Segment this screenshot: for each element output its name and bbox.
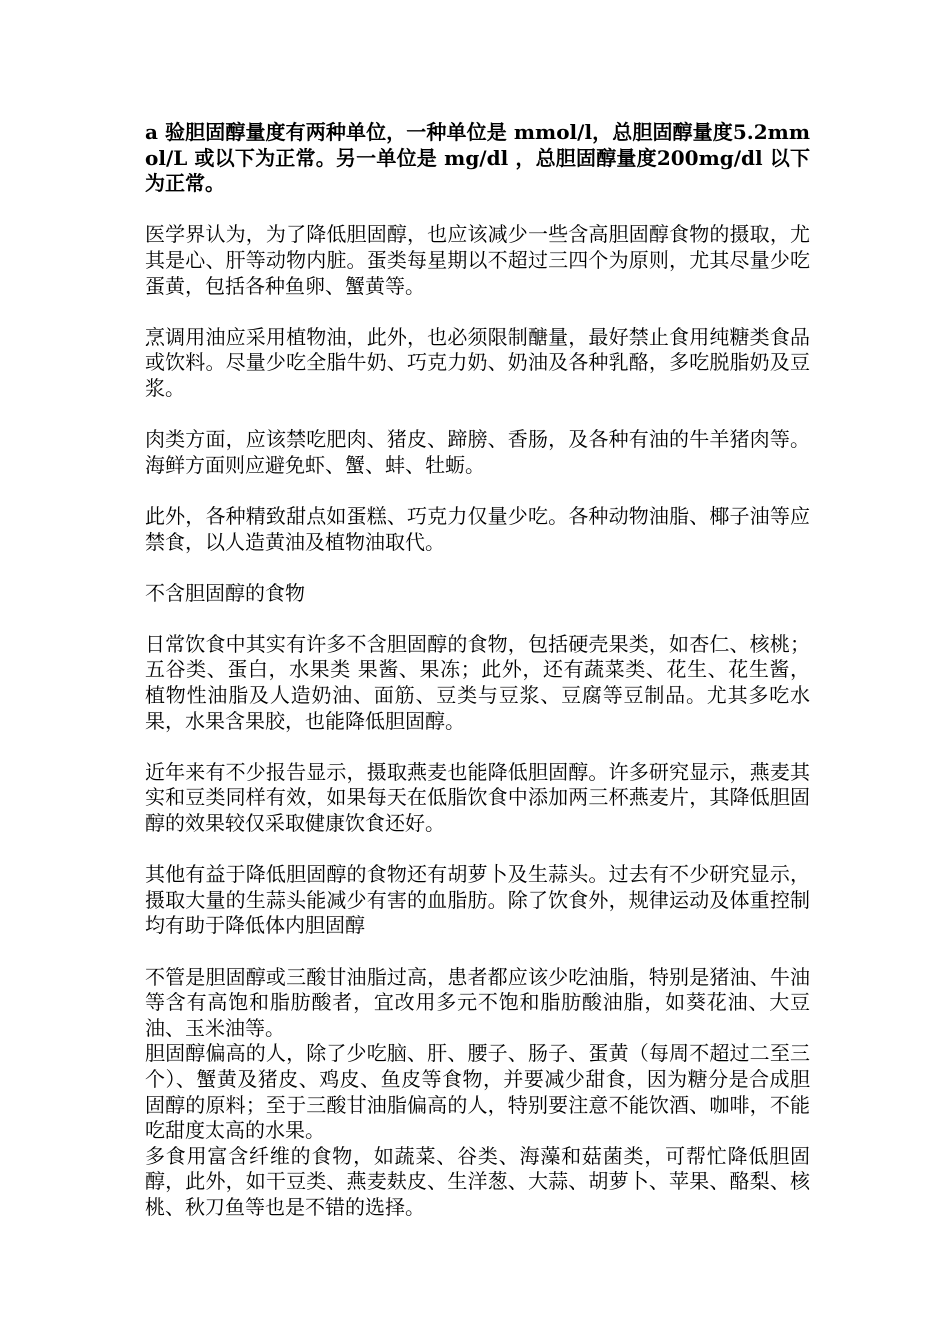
paragraph-spacer — [145, 555, 810, 581]
paragraph-oats: 近年来有不少报告显示，摄取燕麦也能降低胆固醇。许多研究显示，燕麦其实和豆类同样有效，如果每天在低脂饮食中添加两三杯燕麦片，其降低胆固醇的效果较仅采取健康饮食还好。 — [145, 759, 810, 836]
paragraph-cholesterol-units: a 验胆固醇量度有两种单位，一种单位是 mmol/l，总胆固醇量度5.2mmol/L 或以下为正常。另一单位是 mg/dl ，总胆固醇量度200mg/dl 以下为正常。 — [145, 120, 810, 196]
paragraph-desserts: 此外，各种精致甜点如蛋糕、巧克力仅量少吃。各种动物油脂、椰子油等应禁食，以人造黄油及植物油取代。 — [145, 503, 810, 554]
paragraph-spacer — [145, 837, 810, 863]
paragraph-spacer — [145, 734, 810, 760]
paragraph-spacer — [145, 606, 810, 632]
paragraph-reduce-intake: 医学界认为，为了降低胆固醇，也应该减少一些含高胆固醇食物的摄取，尤其是心、肝等动物内脏。蛋类每星期以不超过三四个为原则，尤其尽量少吃蛋黄，包括各种鱼卵、蟹黄等。 — [145, 222, 810, 298]
paragraph-spacer — [145, 478, 810, 504]
document-page — [145, 120, 810, 1221]
paragraph-spacer — [145, 939, 810, 965]
paragraph-cholesterol-free-foods: 日常饮食中其实有许多不含胆固醇的食物，包括硬壳果类，如杏仁、核桃；五谷类、蛋白，水果类 果酱、果冻；此外，还有蔬菜类、花生、花生酱，植物性油脂及人造奶油、面筋、豆类与豆浆、豆腐等豆制品。尤其多吃水果，水果含果胶，也能降低胆固醇。 — [145, 631, 810, 733]
section-heading: 不含胆固醇的食物 — [145, 580, 305, 605]
paragraph-spacer — [145, 197, 810, 223]
paragraph-carrot-garlic: 其他有益于降低胆固醇的食物还有胡萝卜及生蒜头。过去有不少研究显示，摄取大量的生蒜头能减少有害的血脂肪。除了饮食外，规律运动及体重控制均有助于降低体内胆固醇 — [145, 862, 810, 938]
paragraph-fiber: 多食用富含纤维的食物，如蔬菜、谷类、海藻和菇菌类，可帮忙降低胆固醇，此外，如干豆类、燕麦麸皮、生洋葱、大蒜、胡萝卜、苹果、酪梨、核桃、秋刀鱼等也是不错的选择。 — [145, 1143, 810, 1219]
paragraph-high-cholesterol-diet: 胆固醇偏高的人，除了少吃脑、肝、腰子、肠子、蛋黄（每周不超过二至三个）、蟹黄及猪皮、鸡皮、鱼皮等食物，并要减少甜食，因为糖分是合成胆固醇的原料；至于三酸甘油脂偏高的人，特别要注意不能饮酒、咖啡，不能吃甜度太高的水果。 — [145, 1041, 810, 1143]
paragraph-meat: 肉类方面，应该禁吃肥肉、猪皮、蹄膀、香肠，及各种有油的牛羊猪肉等。海鲜方面则应避免虾、蟹、蚌、牡蛎。 — [145, 427, 810, 477]
paragraph-spacer — [145, 299, 810, 325]
paragraph-fats: 不管是胆固醇或三酸甘油脂过高，患者都应该少吃油脂，特别是猪油、牛油等含有高饱和脂肪酸者，宜改用多元不饱和脂肪酸油脂，如葵花油、大豆油、玉米油等。 — [145, 964, 810, 1040]
paragraph-cooking-oil: 烹调用油应采用植物油，此外，也必须限制醣量，最好禁止食用纯糖类食品或饮料。尽量少吃全脂牛奶、巧克力奶、奶油及各种乳酪，多吃脱脂奶及豆浆。 — [145, 324, 810, 400]
paragraph-spacer — [145, 402, 810, 428]
